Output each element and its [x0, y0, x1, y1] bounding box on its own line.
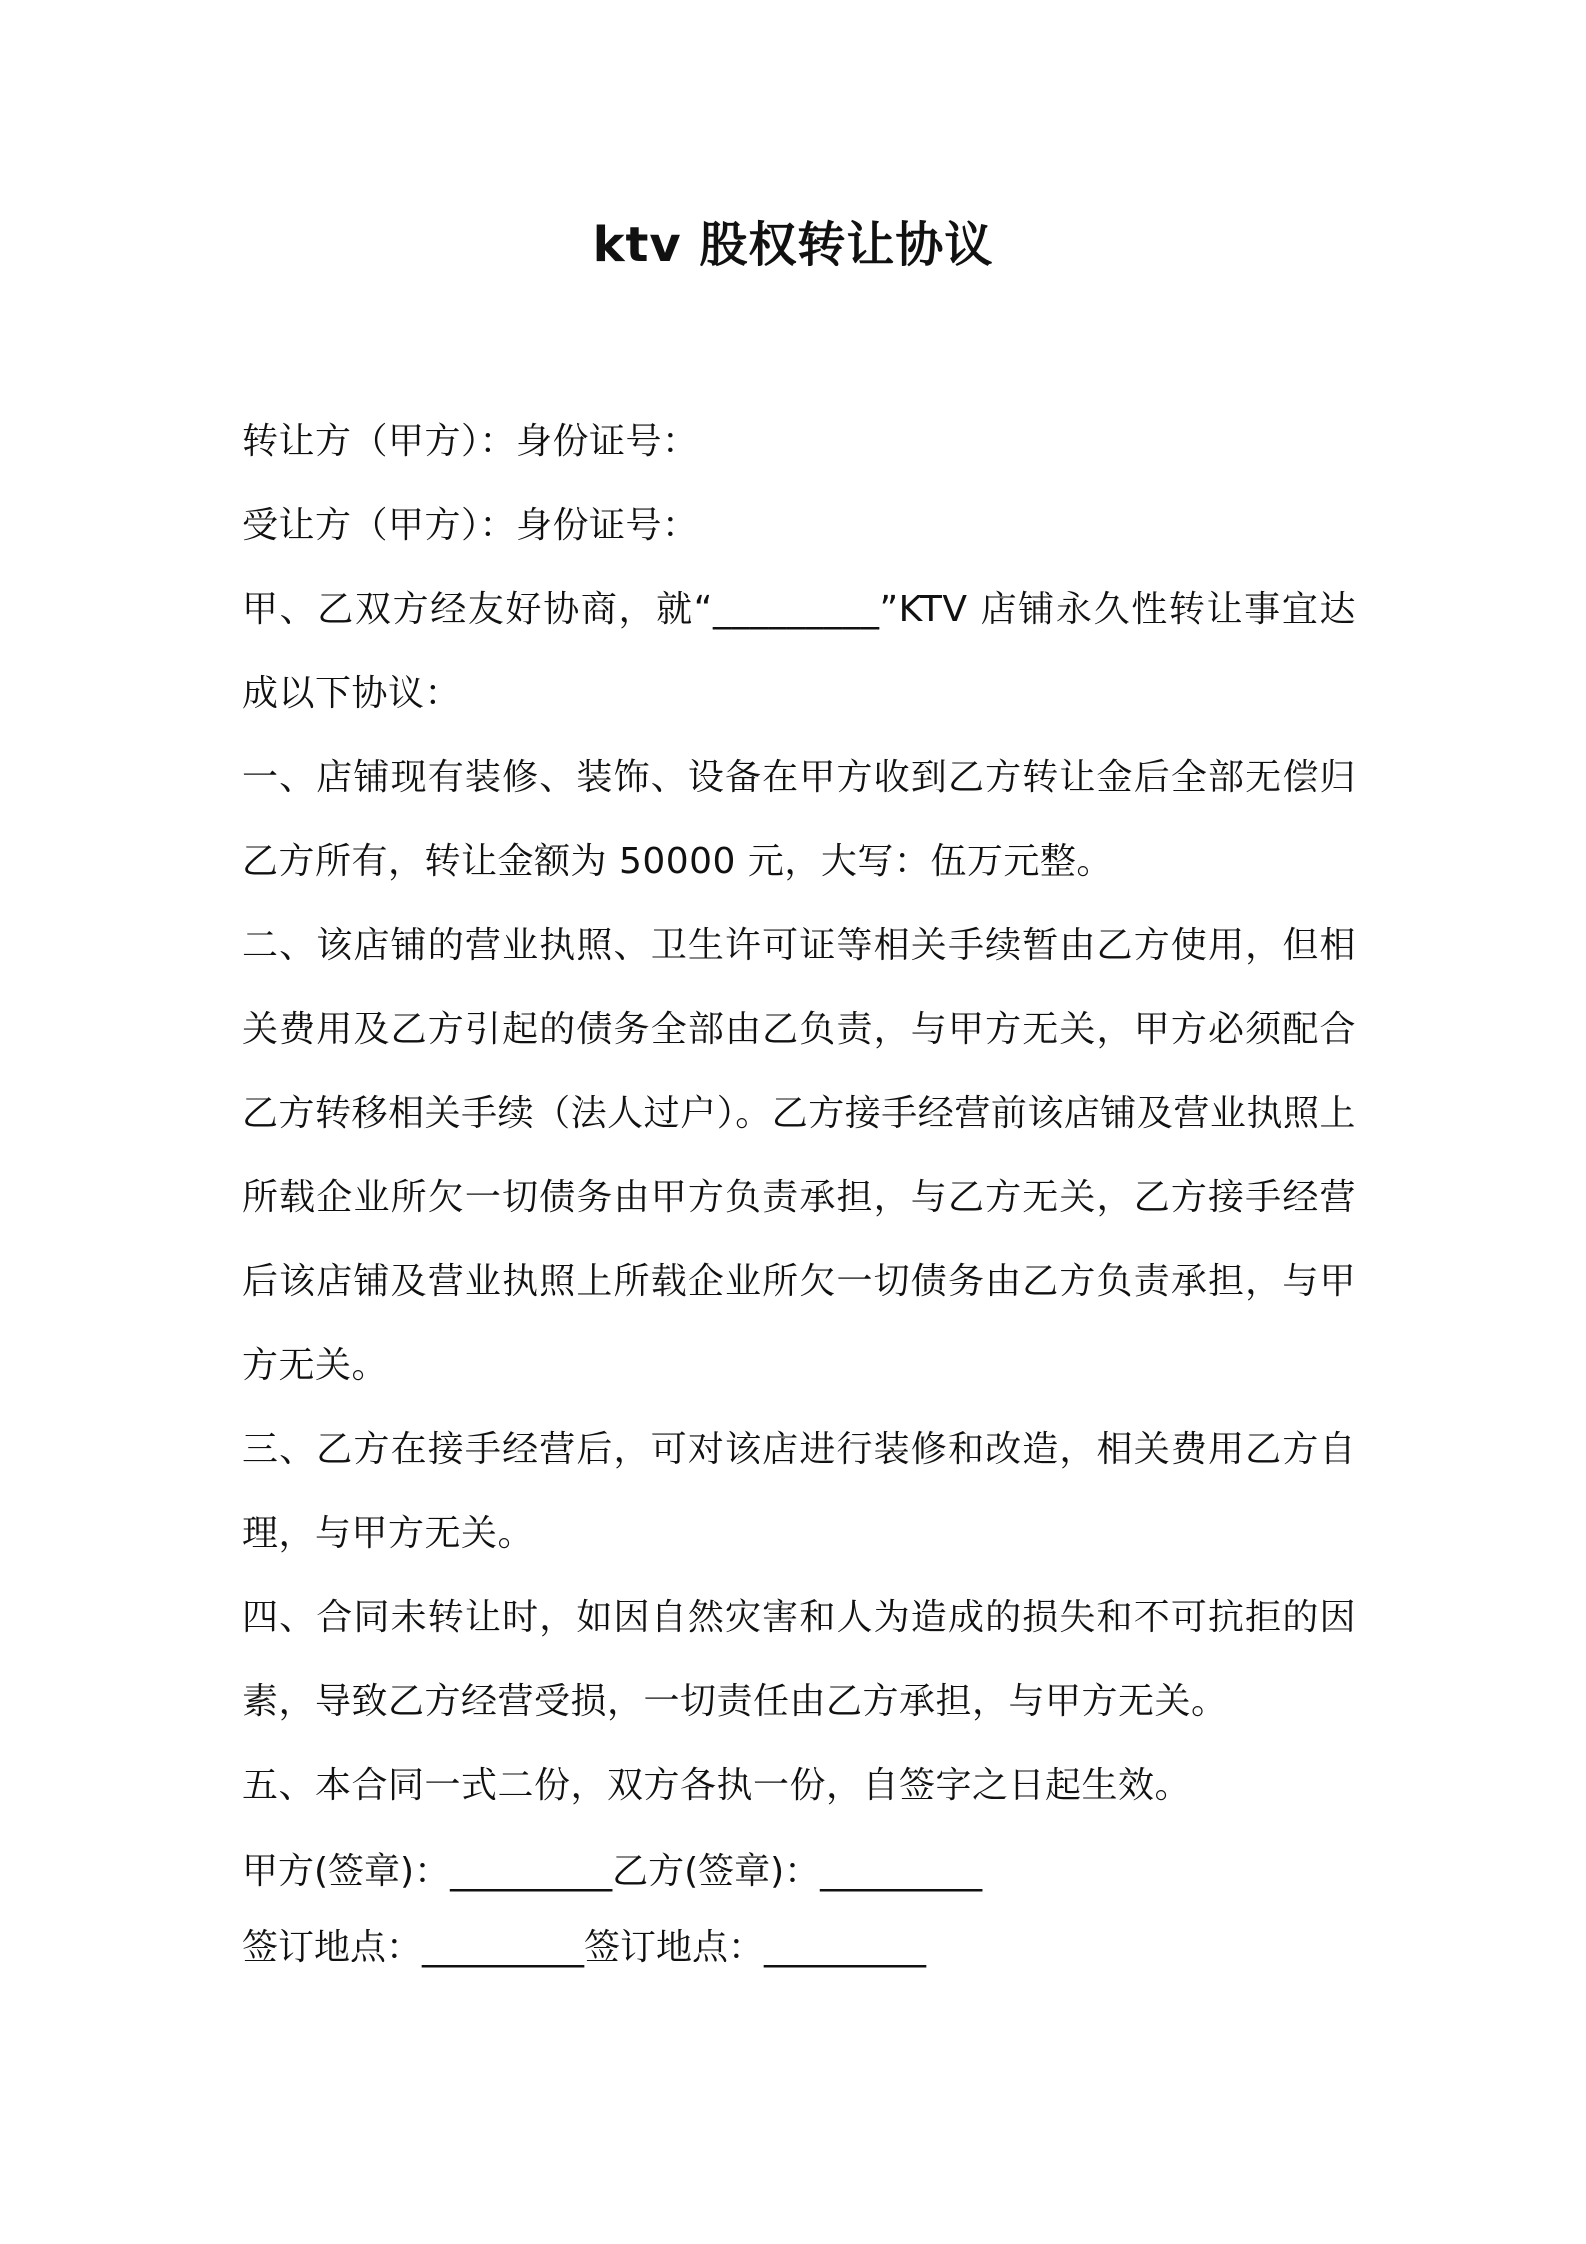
paragraph-preamble: 甲、乙双方经友好协商，就“_________”KTV 店铺永久性转让事宜达成以下协议： — [242, 589, 1356, 714]
clause-5: 五、本合同一式二份，双方各执一份，自签字之日起生效。 — [242, 1765, 1192, 1806]
clause-3: 三、乙方在接手经营后，可对该店进行装修和改造，相关费用乙方自理，与甲方无关。 — [242, 1429, 1356, 1554]
signature-line: 甲方(签章)：_________乙方(签章)：_________ — [242, 1851, 983, 1892]
paragraph-transferor: 转让方（甲方）：身份证号： — [242, 421, 699, 462]
document-title: ktv 股权转让协议 — [592, 217, 994, 273]
signing-place-line: 签订地点：_________签订地点：_________ — [242, 1927, 927, 1968]
clause-1: 一、店铺现有装修、装饰、设备在甲方收到乙方转让金后全部无偿归乙方所有，转让金额为 50000 元，大写：伍万元整。 — [242, 757, 1356, 882]
document-body — [242, 400, 1356, 1828]
paragraph-transferee: 受让方（甲方）：身份证号： — [242, 505, 699, 546]
clause-4: 四、合同未转让时，如因自然灾害和人为造成的损失和不可抗拒的因素，导致乙方经营受损，一切责任由乙方承担，与甲方无关。 — [242, 1597, 1356, 1722]
clause-2: 二、该店铺的营业执照、卫生许可证等相关手续暂由乙方使用，但相关费用及乙方引起的债务全部由乙负责，与甲方无关，甲方必须配合乙方转移相关手续（法人过户）。乙方接手经营前该店铺及营业执照上所载企业所欠一切债务由甲方负责承担，与乙方无关，乙方接手经营后该店铺及营业执照上所载企业所欠一切债务由乙方负责承担，与甲方无关。 — [242, 925, 1356, 1386]
